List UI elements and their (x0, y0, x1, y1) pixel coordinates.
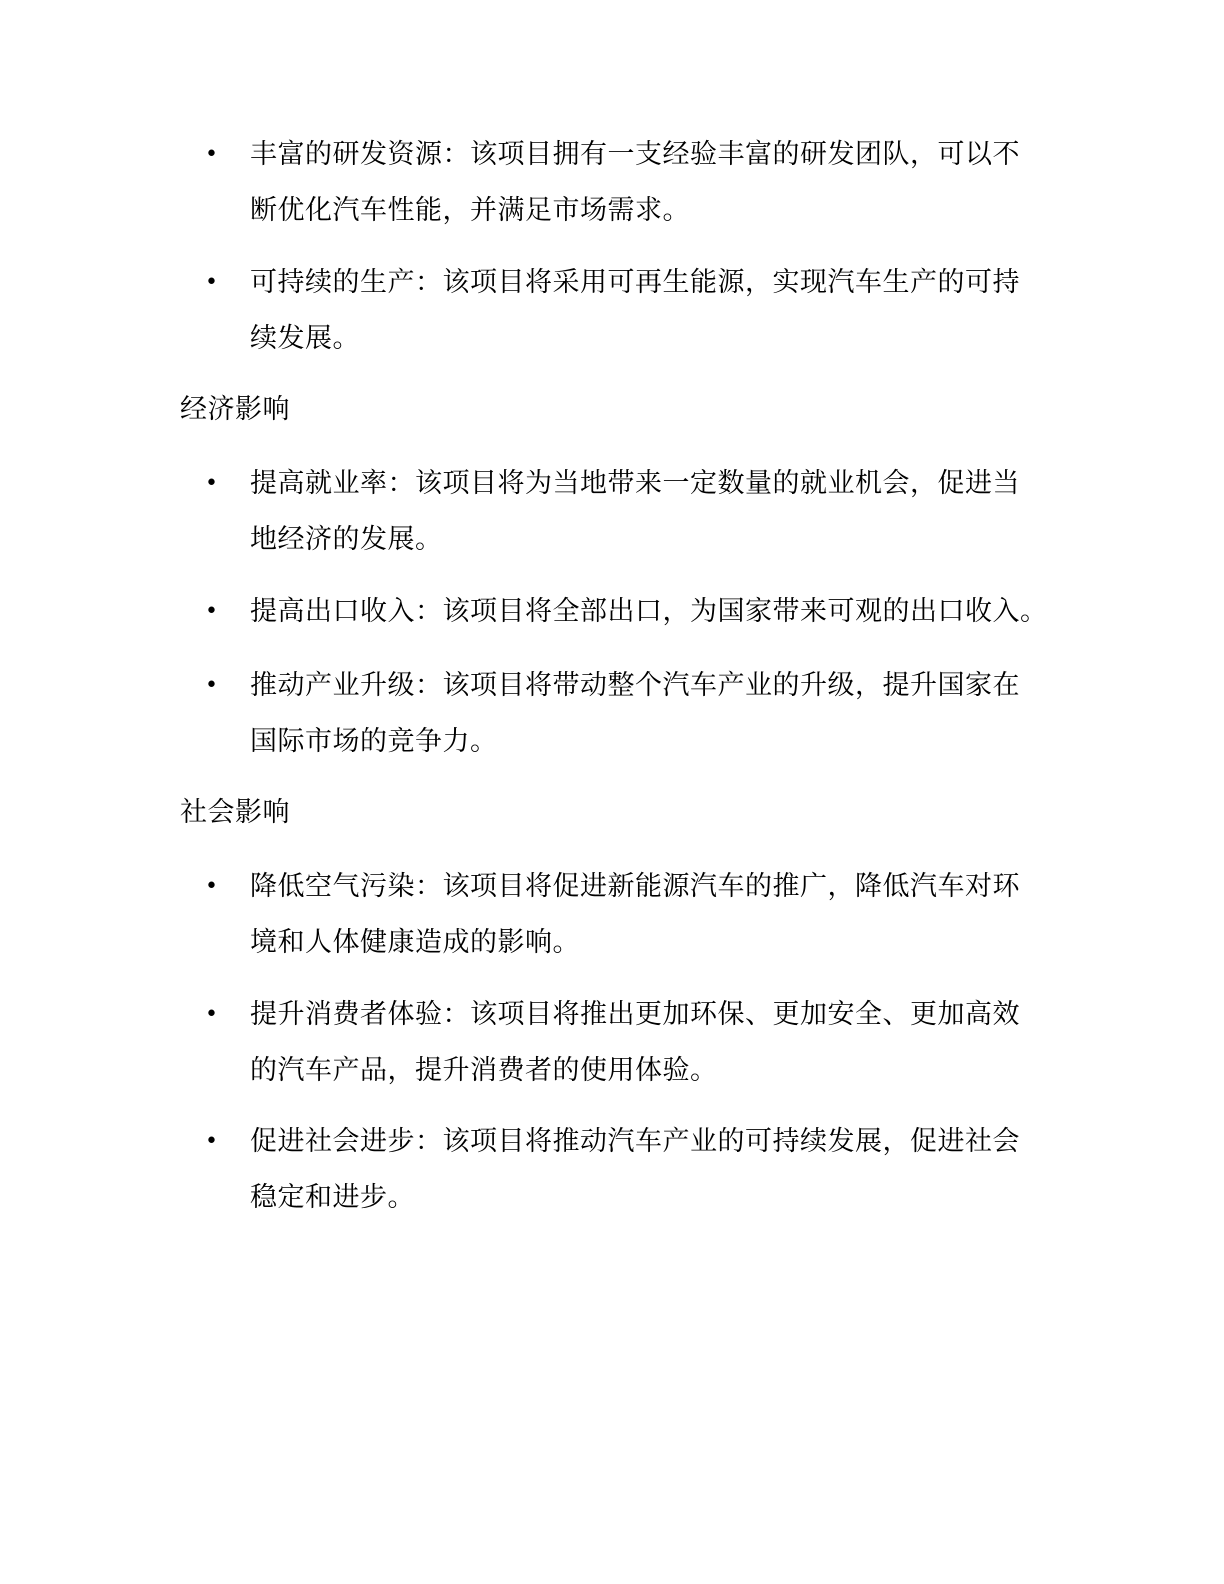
list-item-text (250, 255, 1040, 367)
list-item-line: 断优化汽车性能，并满足市场需求。 (250, 195, 690, 226)
list-item-line: 促进社会进步：该项目将推动汽车产业的可持续发展，促进社会 (250, 1126, 1020, 1157)
bullet-icon: • (205, 599, 218, 624)
bullet-icon: • (205, 1002, 218, 1027)
list-item-line: 的汽车产品，提升消费者的使用体验。 (250, 1055, 718, 1086)
list-item-line: 丰富的研发资源：该项目拥有一支经验丰富的研发团队，可以不 (250, 139, 1020, 170)
list-item-text (250, 127, 1040, 239)
list-item-text (250, 859, 1040, 971)
bullet-icon: • (205, 471, 218, 496)
list-item-line: 国际市场的竞争力。 (250, 726, 498, 757)
section-heading-social: 社会影响 (180, 797, 290, 828)
bullet-icon: • (205, 1129, 218, 1154)
list-item-line: 降低空气污染：该项目将促进新能源汽车的推广，降低汽车对环 (250, 871, 1020, 902)
list-item-line: 提高就业率：该项目将为当地带来一定数量的就业机会，促进当 (250, 468, 1020, 499)
list-item-line: 地经济的发展。 (250, 524, 443, 555)
list-item-line: 提升消费者体验：该项目将推出更加环保、更加安全、更加高效 (250, 999, 1020, 1030)
bullet-icon: • (205, 673, 218, 698)
list-item-text (250, 658, 1040, 770)
bullet-icon: • (205, 874, 218, 899)
list-item-text (250, 1114, 1040, 1226)
bullet-icon: • (205, 270, 218, 295)
list-item-line: 续发展。 (250, 323, 360, 354)
section-heading-economic: 经济影响 (180, 394, 290, 425)
list-item-line: 稳定和进步。 (250, 1182, 415, 1213)
list-item-text (250, 987, 1040, 1099)
list-item-text (250, 456, 1040, 568)
list-item-text (250, 584, 1070, 640)
list-item-line: 境和人体健康造成的影响。 (250, 927, 580, 958)
list-item-line: 推动产业升级：该项目将带动整个汽车产业的升级，提升国家在 (250, 670, 1020, 701)
list-item-line: 提高出口收入：该项目将全部出口，为国家带来可观的出口收入。 (250, 596, 1048, 627)
list-item-line: 可持续的生产：该项目将采用可再生能源，实现汽车生产的可持 (250, 267, 1020, 298)
bullet-icon: • (205, 142, 218, 167)
